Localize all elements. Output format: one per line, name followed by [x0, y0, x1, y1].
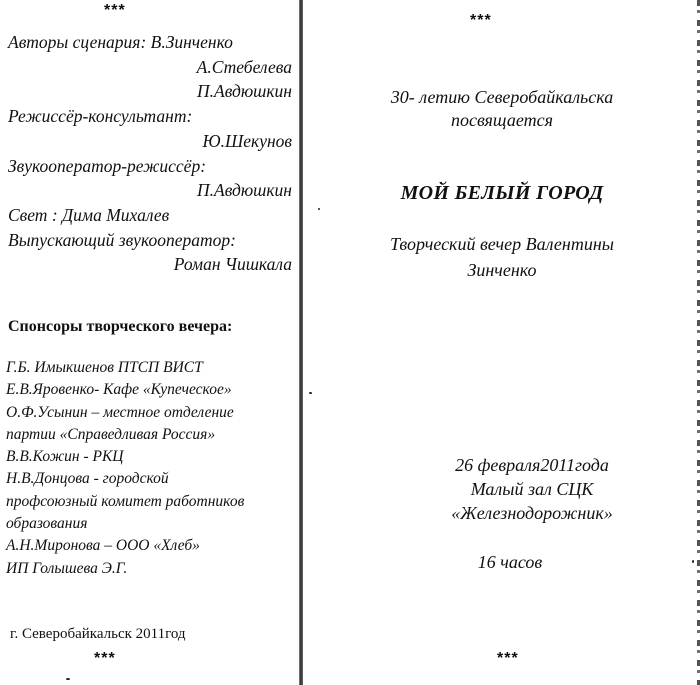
top-ornament: ***	[104, 2, 126, 19]
credit-line: П.Авдюшкин	[197, 81, 292, 102]
credits-list	[8, 30, 292, 277]
sponsors-list	[6, 357, 298, 580]
sponsor-line: О.Ф.Усынин – местное отделение	[6, 403, 234, 421]
sponsor-line: Н.В.Донцова - городской	[6, 470, 169, 488]
dedication-line: 30- летию Северобайкальска	[390, 87, 614, 107]
event-time: 16 часов	[477, 552, 543, 572]
city-year: г. Северобайкальск 2011год	[10, 626, 186, 642]
dedication	[304, 86, 700, 132]
credit-line: Режиссёр-консультант:	[8, 106, 193, 127]
event-details	[382, 453, 682, 525]
dedication-line: посвящается	[450, 110, 554, 130]
scan-speck	[309, 392, 312, 394]
sponsor-line: А.Н.Миронова – ООО «Хлеб»	[6, 537, 200, 555]
credit-line: Авторы сценария: В.Зинченко	[8, 32, 233, 52]
sponsor-line: ИП Голышева Э.Г.	[6, 559, 128, 577]
credit-line: Роман Чишкала	[173, 254, 292, 275]
sponsor-line: профсоюзный комитет работников	[6, 492, 245, 510]
fold-line	[299, 0, 303, 685]
event-line: «Железнодорожник»	[451, 503, 613, 523]
credit-line: Выпускающий звукооператор:	[8, 229, 236, 250]
scan-speck	[66, 678, 70, 680]
right-page	[304, 0, 700, 685]
bottom-ornament: ***	[497, 650, 519, 667]
scan-speck	[692, 560, 694, 563]
sponsors-heading: Спонсоры творческого вечера:	[8, 318, 233, 335]
booklet-title: МОЙ БЕЛЫЙ ГОРОД	[400, 182, 604, 204]
bottom-ornament: ***	[94, 650, 116, 667]
event-line: Малый зал СЦК	[470, 479, 594, 499]
event-line: 26 февраля2011года	[455, 455, 609, 475]
sponsor-line: партии «Справедливая Россия»	[6, 425, 216, 443]
left-page	[0, 0, 298, 685]
credit-line: Звукооператор-режиссёр:	[8, 155, 207, 176]
sponsor-line: Е.В.Яровенко- Кафе «Купеческое»	[6, 381, 232, 399]
credit-line: Свет : Дима Михалев	[8, 204, 170, 225]
subtitle-line: Творческий вечер Валентины	[390, 234, 614, 254]
top-ornament: ***	[470, 12, 492, 29]
credit-line: П.Авдюшкин	[197, 180, 292, 201]
sponsor-line: образования	[6, 515, 88, 533]
sponsor-line: В.В.Кожин - РКЦ	[6, 448, 124, 466]
scan-speck	[318, 208, 320, 210]
subtitle-line: Зинченко	[467, 260, 537, 280]
credit-line: Ю.Шекунов	[202, 130, 292, 151]
subtitle	[304, 231, 700, 283]
sponsor-line: Г.Б. Имыкшенов ПТСП ВИСТ	[6, 359, 203, 376]
credit-line: А.Стебелева	[196, 56, 292, 77]
